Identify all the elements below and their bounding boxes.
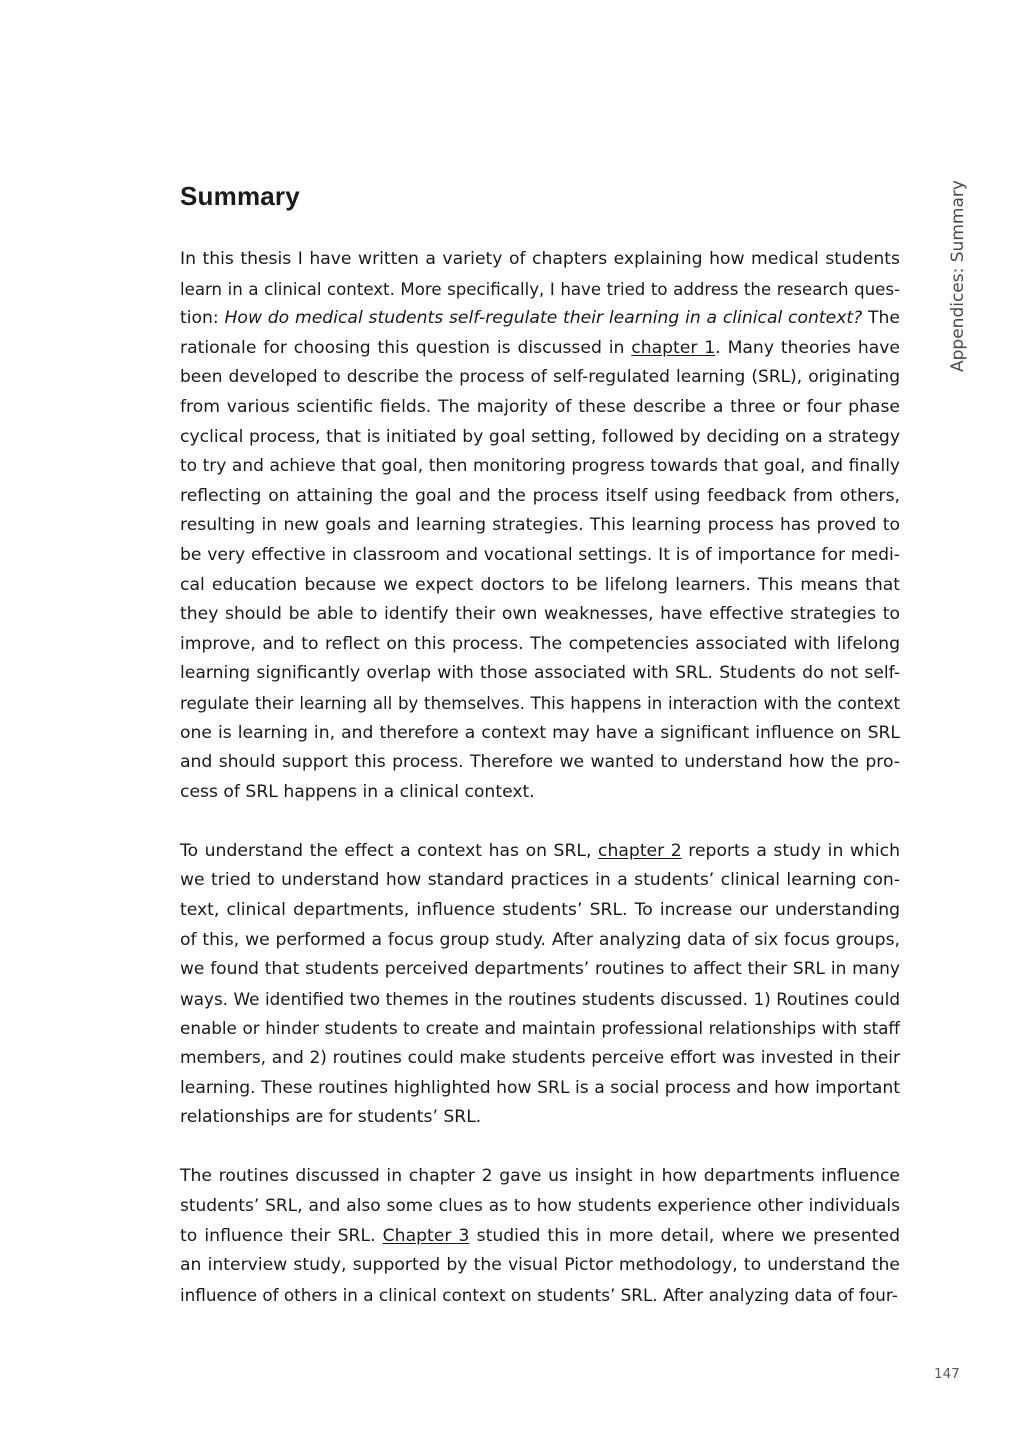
text-segment: learn in a clinical context. More specifically, I have tried to address the research ques- xyxy=(180,279,900,299)
text-segment: be very effective in classroom and vocational settings. It is of importance for medi- xyxy=(180,544,900,565)
text-line xyxy=(180,541,900,571)
text-segment: tion: xyxy=(180,308,225,329)
text-segment: one is learning in, and therefore a context may have a significant influence on SRL xyxy=(180,722,900,743)
text-segment: they should be able to identify their own weaknesses, have effective strategies to xyxy=(180,604,900,625)
text-segment: members, and 2) routines could make students perceive effort was invested in their xyxy=(180,1048,900,1069)
text-line xyxy=(180,1192,900,1222)
paragraph-gap xyxy=(180,1133,900,1163)
text-segment: regulate their learning all by themselves. This happens in interaction with the context xyxy=(180,693,900,713)
text-segment: cyclical process, that is initiated by goal setting, followed by deciding on a strategy xyxy=(180,426,900,447)
text-line xyxy=(180,482,900,512)
text-line xyxy=(180,334,900,364)
text-line xyxy=(180,511,900,541)
text-segment: improve, and to reflect on this process. The competencies associated with lifelong xyxy=(180,633,900,654)
text-segment: enable or hinder students to create and maintain professional relationships with staff xyxy=(180,1018,900,1039)
text-segment: The xyxy=(862,308,900,329)
text-line xyxy=(180,630,900,660)
paragraph xyxy=(180,837,900,1133)
text-line xyxy=(180,1014,900,1044)
page-title: Summary xyxy=(180,181,300,211)
text-segment: To understand the effect a context has on SRL, xyxy=(180,840,599,861)
text-line xyxy=(180,1222,900,1252)
paragraph xyxy=(180,245,900,807)
text-line xyxy=(180,896,900,926)
text-line xyxy=(180,926,900,956)
text-segment: resulting in new goals and learning strategies. This learning process has proved to xyxy=(180,515,900,536)
text-segment: influence of others in a clinical context on students’ SRL. After analyzing data of four- xyxy=(180,1284,898,1305)
text-segment: studied this in more detail, where we presented xyxy=(469,1225,900,1246)
body-text xyxy=(180,245,900,1310)
text-segment: learning significantly overlap with those associated with SRL. Students do not self- xyxy=(180,663,900,684)
text-segment: an interview study, supported by the visual Pictor methodology, to understand the xyxy=(180,1255,900,1276)
text-line xyxy=(180,1251,900,1281)
text-segment: of this, we performed a focus group study. After analyzing data of six focus groups, xyxy=(180,929,900,950)
chapter-link[interactable]: Chapter 3 xyxy=(382,1225,470,1246)
text-line xyxy=(180,452,900,482)
text-segment: been developed to describe the process of self-regulated learning (SRL), originating xyxy=(180,367,900,388)
text-line xyxy=(180,393,900,423)
text-line xyxy=(180,985,900,1015)
text-segment: from various scientific fields. The majority of these describe a three or four phase xyxy=(180,396,900,417)
text-line xyxy=(180,778,900,808)
running-header-vertical: Appendices: Summary xyxy=(948,180,968,372)
text-segment: reflecting on attaining the goal and the process itself using feedback from others, xyxy=(180,485,900,506)
text-segment: ways. We identified two themes in the routines students discussed. 1) Routines could xyxy=(180,988,900,1009)
text-line xyxy=(180,866,900,896)
text-segment: to influence their SRL. xyxy=(180,1225,383,1246)
text-line xyxy=(180,659,900,689)
text-segment: reports a study in which xyxy=(681,840,900,861)
text-segment: we found that students perceived departments’ routines to affect their SRL in many xyxy=(180,959,900,980)
text-segment: learning. These routines highlighted how SRL is a social process and how important xyxy=(180,1077,900,1098)
text-line xyxy=(180,1162,900,1192)
chapter-link[interactable]: chapter 1 xyxy=(631,337,716,358)
text-line xyxy=(180,719,900,749)
text-line xyxy=(180,423,900,453)
text-line xyxy=(180,275,900,305)
text-segment: to try and achieve that goal, then monitoring progress towards that goal, and finally xyxy=(180,456,900,477)
text-line xyxy=(180,1103,900,1133)
text-segment: students’ SRL, and also some clues as to how students experience other individuals xyxy=(180,1196,900,1216)
text-line xyxy=(180,837,900,867)
text-segment: In this thesis I have written a variety of chapters explaining how medical students xyxy=(180,249,900,269)
text-line xyxy=(180,571,900,601)
text-line xyxy=(180,1044,900,1074)
text-line xyxy=(180,304,900,334)
text-line xyxy=(180,689,900,719)
page-number: 147 xyxy=(934,1366,960,1382)
text-line xyxy=(180,600,900,630)
text-segment: text, clinical departments, influence students’ SRL. To increase our understanding xyxy=(180,900,900,921)
text-segment: we tried to understand how standard practices in a students’ clinical learning con- xyxy=(180,870,900,891)
text-line xyxy=(180,748,900,778)
text-segment: cess of SRL happens in a clinical context. xyxy=(180,781,535,802)
text-line xyxy=(180,955,900,985)
text-line xyxy=(180,363,900,393)
text-line xyxy=(180,1074,900,1104)
text-segment: cal education because we expect doctors to be lifelong learners. This means that xyxy=(180,574,900,595)
research-question: How do medical students self-regulate their learning in a clinical context? xyxy=(224,308,863,329)
text-segment: relationships are for students’ SRL. xyxy=(180,1107,482,1128)
paragraph-gap xyxy=(180,807,900,837)
paragraph xyxy=(180,1162,900,1310)
text-segment: . Many theories have xyxy=(715,337,900,358)
text-line xyxy=(180,1281,900,1311)
text-segment: and should support this process. Therefore we wanted to understand how the pro- xyxy=(180,752,900,773)
text-line xyxy=(180,245,900,275)
text-segment: rationale for choosing this question is discussed in xyxy=(180,337,632,358)
text-segment: The routines discussed in chapter 2 gave us insight in how departments influence xyxy=(180,1166,900,1187)
chapter-link[interactable]: chapter 2 xyxy=(598,840,682,861)
